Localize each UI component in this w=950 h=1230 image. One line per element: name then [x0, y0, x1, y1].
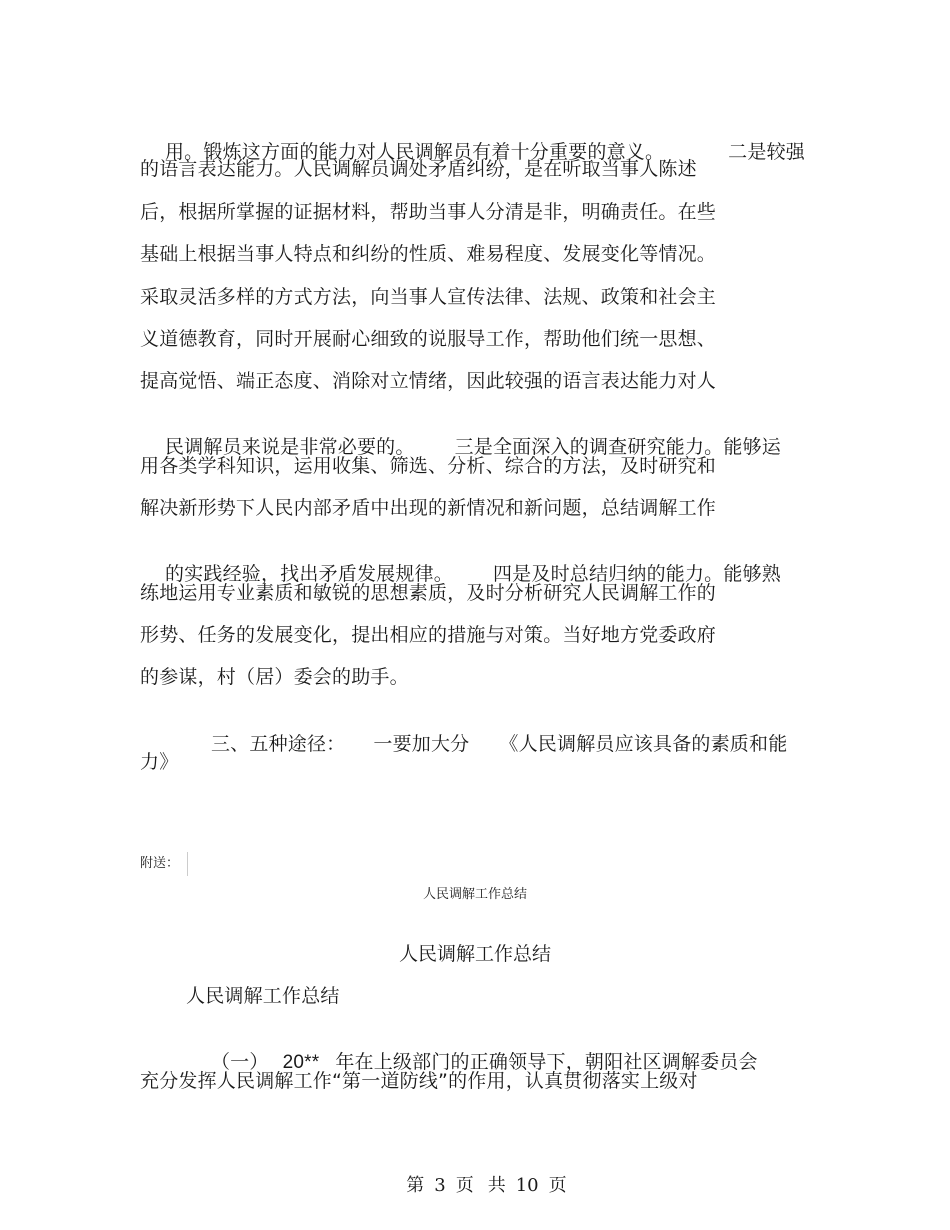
- page-footer: [0, 1153, 950, 1219]
- paragraph-one-year: 20**: [282, 1052, 320, 1073]
- footer-ye: 页: [455, 1175, 474, 1196]
- body-line-5: 采取灵活多样的方式方法，向当事人宣传法律、法规、政策和社会主: [140, 286, 717, 308]
- footer-gong: 共: [487, 1175, 506, 1196]
- paragraph-one-text: 年在上级部门的正确领导下，朝阳社区调解委员会: [335, 1051, 758, 1073]
- section-three-line: [186, 708, 787, 780]
- body-line-13: 形势、任务的发展变化，提出相应的措施与对策。当好地方党委政府: [140, 624, 717, 646]
- footer-current-page: 3: [434, 1175, 446, 1196]
- attachment-divider: [187, 852, 188, 876]
- body-line-1-text: 用。锻炼这方面的能力对人民调解员有着十分重要的意义。: [164, 141, 665, 163]
- small-title: 人民调解工作总结: [422, 887, 527, 902]
- body-line-8-text-b: 三是全面深入的调查研究能力。能够运: [454, 436, 781, 458]
- body-line-4: 基础上根据当事人特点和纠纷的性质、难易程度、发展变化等情况。: [140, 243, 717, 265]
- document-title: 人民调解工作总结: [398, 943, 551, 965]
- body-line-3: 后，根据所掌握的证据材料，帮助当事人分清是非，明确责任。在些: [140, 201, 717, 223]
- attachment-label: 附送：: [140, 856, 180, 871]
- footer-ye2: 页: [548, 1175, 567, 1196]
- paragraph-one-continuation: 充分发挥人民调解工作“第一道防线”的作用，认真贯彻落实上级对: [140, 1070, 698, 1092]
- section-three-text: 一要加大分: [373, 733, 470, 755]
- body-line-2: 的语言表达能力。人民调解员调处矛盾纠纷，是在听取当事人陈述: [140, 158, 697, 180]
- section-three-continuation: 力》: [140, 751, 179, 773]
- body-line-11-text: 的实践经验，找出矛盾发展规律。: [164, 563, 453, 585]
- body-line-12: 练地运用专业素质和敏锐的思想素质，及时分析研究人民调解工作的: [140, 582, 717, 604]
- section-three-heading: 三、五种途径：: [210, 733, 346, 755]
- subtitle: 人民调解工作总结: [186, 985, 340, 1007]
- body-line-14: 的参谋，村（居）委会的助手。: [140, 666, 409, 688]
- body-line-10: 解决新形势下人民内部矛盾中出现的新情况和新问题，总结调解工作: [140, 497, 717, 519]
- body-line-1-text-b: 二是较强: [728, 141, 805, 163]
- footer-total-pages: 10: [515, 1175, 539, 1196]
- body-line-11-text-b: 四是及时总结归纳的能力。能够熟: [492, 563, 781, 585]
- paragraph-one-number: （一）: [210, 1051, 269, 1073]
- section-three-reference: 《人民调解员应该具备的素质和能: [499, 733, 788, 755]
- body-line-7: 提高觉悟、端正态度、消除对立情绪，因此较强的语言表达能力对人: [140, 370, 717, 392]
- footer-di: 第: [406, 1175, 425, 1196]
- body-line-8-text: 民调解员来说是非常必要的。: [164, 436, 415, 458]
- body-line-9: 用各类学科知识，运用收集、筛选、分析、综合的方法，及时研究和: [140, 455, 717, 477]
- body-line-6: 义道德教育，同时开展耐心细致的说服导工作，帮助他们统一思想、: [140, 328, 717, 350]
